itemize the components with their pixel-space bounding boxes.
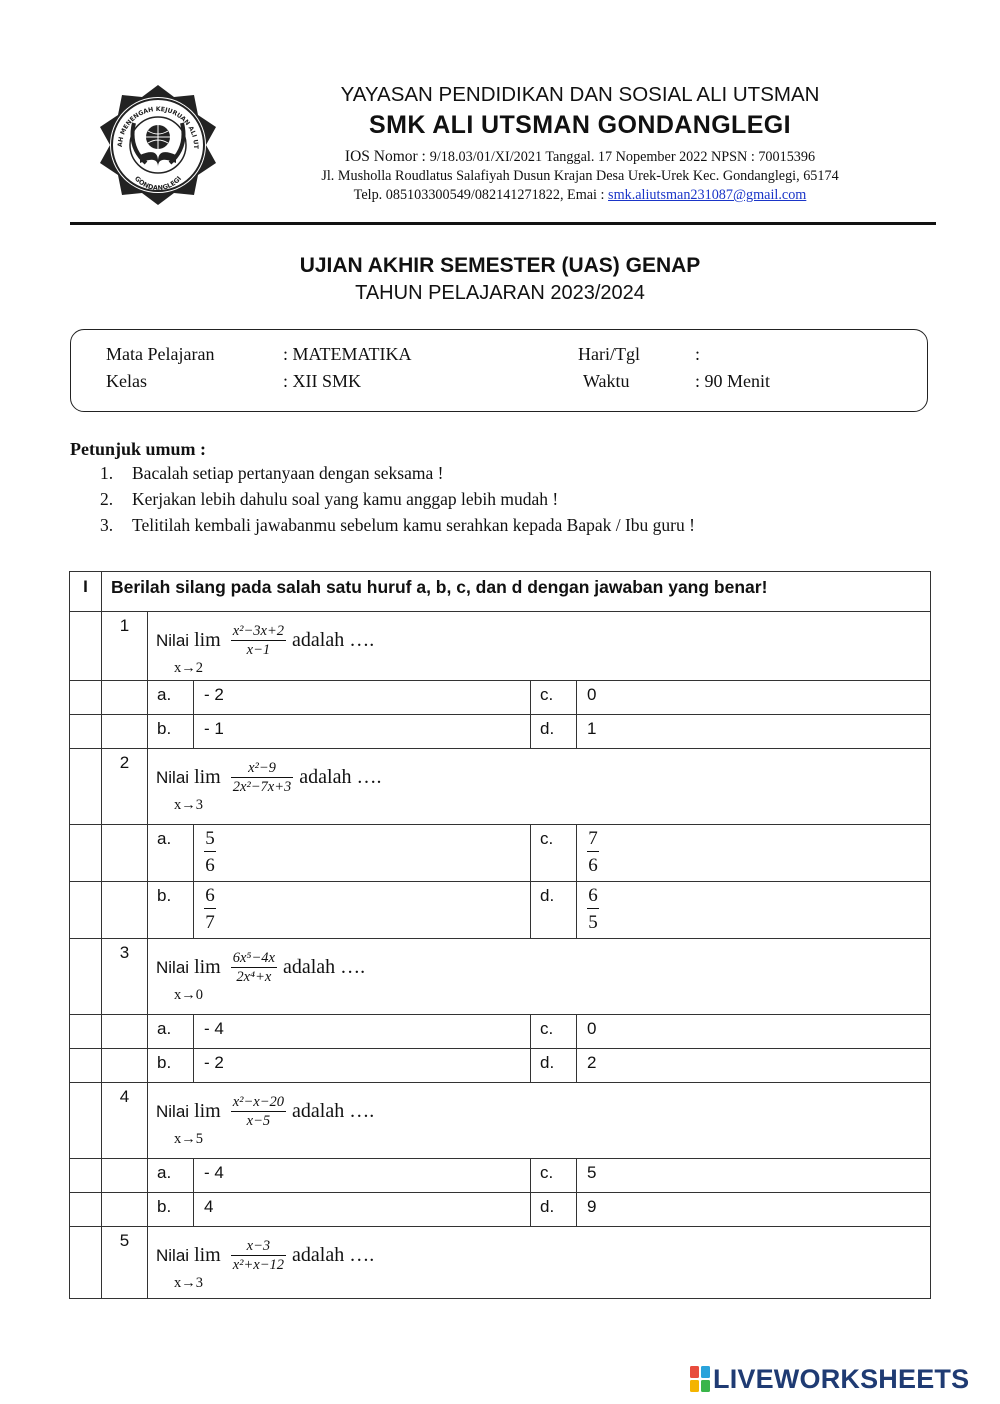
lim-symbol: lim bbox=[194, 629, 221, 651]
option-a-letter[interactable]: a. bbox=[148, 1015, 194, 1049]
contact-line bbox=[250, 187, 910, 204]
logo-top-text: AH MENENGAH KEJURUAN ALI UT bbox=[116, 105, 200, 149]
option-b-letter[interactable]: b. bbox=[148, 1193, 194, 1227]
option-a-value: - 2 bbox=[194, 681, 531, 715]
blank-cell bbox=[102, 882, 148, 939]
question-row bbox=[70, 612, 931, 681]
option-b-letter[interactable]: b. bbox=[148, 715, 194, 749]
option-d-letter[interactable]: d. bbox=[531, 1049, 577, 1083]
fraction-numerator: x²−9 bbox=[248, 760, 276, 776]
option-d-letter[interactable]: d. bbox=[531, 882, 577, 939]
question-row bbox=[70, 749, 931, 825]
fraction-numerator: 6 bbox=[588, 885, 598, 906]
limit-approach: x→3 bbox=[174, 1275, 203, 1291]
fraction-denominator: 6 bbox=[588, 855, 598, 876]
instruction-item bbox=[100, 515, 695, 536]
blank-cell bbox=[70, 1159, 102, 1193]
blank-cell bbox=[102, 715, 148, 749]
question-number: 3 bbox=[102, 939, 148, 1015]
time-label: Waktu bbox=[583, 371, 630, 391]
ios-detail: 9/18.03/01/XI/2021 Tanggal. 17 Nopember 2022 NPSN : 70015396 bbox=[429, 149, 816, 165]
liveworksheets-brand bbox=[690, 1364, 969, 1394]
ios-number bbox=[250, 148, 910, 166]
option-row bbox=[70, 1193, 931, 1227]
question-text bbox=[148, 749, 931, 825]
nilai-label: Nilai bbox=[156, 1245, 190, 1265]
question-number: 2 bbox=[102, 749, 148, 825]
lim-symbol: lim bbox=[194, 1244, 221, 1266]
question-row bbox=[70, 1227, 931, 1299]
option-c-letter[interactable]: c. bbox=[531, 681, 577, 715]
nilai-label: Nilai bbox=[156, 957, 190, 977]
adalah-text: adalah …. bbox=[292, 1244, 375, 1266]
blank-cell bbox=[70, 1015, 102, 1049]
section-instruction: Berilah silang pada salah satu huruf a, b, c, dan d dengan jawaban yang benar! bbox=[102, 572, 931, 612]
question-row bbox=[70, 939, 931, 1015]
class-value: : XII SMK bbox=[283, 371, 362, 391]
blank-cell bbox=[70, 825, 102, 882]
lim-symbol: lim bbox=[194, 956, 221, 978]
instruction-number: 2. bbox=[100, 489, 114, 509]
adalah-text: adalah …. bbox=[282, 956, 366, 978]
email-link[interactable]: smk.aliutsman231087@gmail.com bbox=[608, 187, 807, 203]
fraction-denominator: 6 bbox=[205, 855, 215, 876]
option-row bbox=[70, 681, 931, 715]
fraction-bar bbox=[204, 851, 216, 852]
option-b-letter[interactable]: b. bbox=[148, 882, 194, 939]
blank-cell bbox=[70, 939, 102, 1015]
fraction-denominator: 5 bbox=[588, 912, 598, 933]
fraction-denominator: x−1 bbox=[246, 642, 271, 658]
option-a-value bbox=[194, 825, 531, 882]
limit-approach: x→3 bbox=[174, 797, 203, 813]
instruction-text: Bacalah setiap pertanyaan dengan seksama ! bbox=[132, 463, 444, 483]
fraction-bar bbox=[587, 908, 599, 909]
exam-title: UJIAN AKHIR SEMESTER (UAS) GENAP bbox=[299, 254, 701, 277]
option-b-value: 4 bbox=[194, 1193, 531, 1227]
blank-cell bbox=[70, 1083, 102, 1159]
option-row bbox=[70, 882, 931, 939]
blank-cell bbox=[102, 1049, 148, 1083]
subject-value: : MATEMATIKA bbox=[283, 344, 412, 364]
day-label: Hari/Tgl bbox=[578, 344, 640, 364]
option-b-letter[interactable]: b. bbox=[148, 1049, 194, 1083]
limit-approach: x→2 bbox=[174, 660, 203, 676]
foundation-name: YAYASAN PENDIDIKAN DAN SOSIAL ALI UTSMAN bbox=[340, 83, 820, 106]
option-a-value: - 4 bbox=[194, 1015, 531, 1049]
option-c-value: 5 bbox=[577, 1159, 931, 1193]
option-fraction bbox=[587, 828, 599, 876]
question-text bbox=[148, 1083, 931, 1159]
section-number: I bbox=[70, 572, 102, 612]
instruction-item bbox=[100, 463, 443, 484]
exam-info-box bbox=[70, 329, 928, 412]
limit-approach: x→0 bbox=[174, 987, 203, 1003]
subject-label: Mata Pelajaran bbox=[106, 344, 215, 364]
option-d-letter[interactable]: d. bbox=[531, 715, 577, 749]
header-divider bbox=[70, 222, 936, 225]
fraction-numerator: x²−x−20 bbox=[232, 1094, 285, 1110]
question-number: 4 bbox=[102, 1083, 148, 1159]
blank-cell bbox=[102, 1159, 148, 1193]
option-d-value: 1 bbox=[577, 715, 931, 749]
question-table bbox=[69, 571, 931, 1299]
section-header-row bbox=[70, 572, 931, 612]
telp-label: Telp. 085103300549/082141271822, Emai : bbox=[353, 187, 609, 203]
fraction-bar bbox=[587, 851, 599, 852]
option-fraction bbox=[587, 885, 599, 933]
question-number: 1 bbox=[102, 612, 148, 681]
limit-fraction bbox=[231, 622, 286, 659]
blank-cell bbox=[102, 1193, 148, 1227]
question-row bbox=[70, 1083, 931, 1159]
lim-symbol: lim bbox=[194, 766, 221, 788]
option-a-letter[interactable]: a. bbox=[148, 1159, 194, 1193]
option-a-letter[interactable]: a. bbox=[148, 681, 194, 715]
option-c-letter[interactable]: c. bbox=[531, 825, 577, 882]
question-text bbox=[148, 939, 931, 1015]
option-row bbox=[70, 715, 931, 749]
option-a-value: - 4 bbox=[194, 1159, 531, 1193]
option-d-letter[interactable]: d. bbox=[531, 1193, 577, 1227]
adalah-text: adalah …. bbox=[292, 1100, 375, 1122]
option-fraction bbox=[204, 828, 216, 876]
nilai-label: Nilai bbox=[156, 1101, 190, 1121]
instruction-number: 1. bbox=[100, 463, 114, 483]
option-c-letter[interactable]: c. bbox=[531, 1159, 577, 1193]
option-d-value: 2 bbox=[577, 1049, 931, 1083]
liveworksheets-logo-icon bbox=[690, 1366, 710, 1392]
fraction-numerator: x²−3x+2 bbox=[232, 623, 285, 639]
fraction-denominator: 2x²−7x+3 bbox=[232, 779, 292, 795]
instruction-number: 3. bbox=[100, 515, 114, 535]
limit-fraction bbox=[231, 949, 277, 986]
blank-cell bbox=[70, 715, 102, 749]
option-b-value bbox=[194, 882, 531, 939]
fraction-denominator: 2x⁴+x bbox=[236, 969, 272, 985]
school-logo bbox=[96, 83, 220, 207]
brand-name: LIVEWORKSHEETS bbox=[713, 1363, 970, 1394]
lim-symbol: lim bbox=[194, 1100, 221, 1122]
option-d-value: 9 bbox=[577, 1193, 931, 1227]
fraction-numerator: 7 bbox=[588, 828, 598, 849]
limit-fraction bbox=[231, 1093, 286, 1130]
blank-cell bbox=[70, 612, 102, 681]
instruction-text: Kerjakan lebih dahulu soal yang kamu anggap lebih mudah ! bbox=[132, 489, 559, 509]
fraction-denominator: 7 bbox=[205, 912, 215, 933]
option-row bbox=[70, 1015, 931, 1049]
blank-cell bbox=[70, 749, 102, 825]
fraction-denominator: x−5 bbox=[246, 1113, 271, 1129]
day-value: : bbox=[695, 344, 701, 364]
blank-cell bbox=[70, 681, 102, 715]
blank-cell bbox=[70, 882, 102, 939]
class-label: Kelas bbox=[106, 371, 147, 391]
nilai-label: Nilai bbox=[156, 767, 190, 787]
school-address: Jl. Musholla Roudlatus Salafiyah Dusun Krajan Desa Urek-Urek Kec. Gondanglegi, 65174 bbox=[321, 168, 839, 184]
blank-cell bbox=[102, 681, 148, 715]
fraction-bar bbox=[204, 908, 216, 909]
option-c-value: 0 bbox=[577, 1015, 931, 1049]
blank-cell bbox=[70, 1193, 102, 1227]
blank-cell bbox=[102, 825, 148, 882]
blank-cell bbox=[70, 1049, 102, 1083]
question-number: 5 bbox=[102, 1227, 148, 1299]
option-b-value: - 1 bbox=[194, 715, 531, 749]
blank-cell bbox=[102, 1015, 148, 1049]
school-name: SMK ALI UTSMAN GONDANGLEGI bbox=[369, 111, 791, 139]
option-d-value bbox=[577, 882, 931, 939]
option-c-value: 0 bbox=[577, 681, 931, 715]
ios-label: IOS Nomor : bbox=[344, 148, 430, 165]
instructions-heading: Petunjuk umum : bbox=[70, 439, 207, 459]
adalah-text: adalah …. bbox=[299, 766, 382, 788]
limit-approach: x→5 bbox=[174, 1131, 203, 1147]
option-b-value: - 2 bbox=[194, 1049, 531, 1083]
nilai-label: Nilai bbox=[156, 630, 190, 650]
fraction-numerator: 6 bbox=[205, 885, 215, 906]
option-fraction bbox=[204, 885, 216, 933]
adalah-text: adalah …. bbox=[292, 629, 375, 651]
limit-fraction bbox=[231, 1237, 286, 1274]
question-text bbox=[148, 1227, 931, 1299]
fraction-numerator: 5 bbox=[205, 828, 215, 849]
question-text bbox=[148, 612, 931, 681]
blank-cell bbox=[70, 1227, 102, 1299]
limit-fraction bbox=[231, 759, 294, 796]
fraction-numerator: x−3 bbox=[246, 1238, 271, 1254]
option-c-value bbox=[577, 825, 931, 882]
option-c-letter[interactable]: c. bbox=[531, 1015, 577, 1049]
instruction-item bbox=[100, 489, 558, 510]
option-a-letter[interactable]: a. bbox=[148, 825, 194, 882]
option-row bbox=[70, 825, 931, 882]
option-row bbox=[70, 1159, 931, 1193]
logo-bottom-text: GONDANGLEGI bbox=[132, 174, 184, 193]
exam-year: TAHUN PELAJARAN 2023/2024 bbox=[355, 282, 645, 304]
time-value: : 90 Menit bbox=[695, 371, 770, 391]
option-row bbox=[70, 1049, 931, 1083]
fraction-denominator: x²+x−12 bbox=[232, 1257, 285, 1273]
fraction-numerator: 6x⁵−4x bbox=[232, 950, 275, 966]
instruction-text: Telitilah kembali jawabanmu sebelum kamu serahkan kepada Bapak / Ibu guru ! bbox=[132, 515, 695, 535]
